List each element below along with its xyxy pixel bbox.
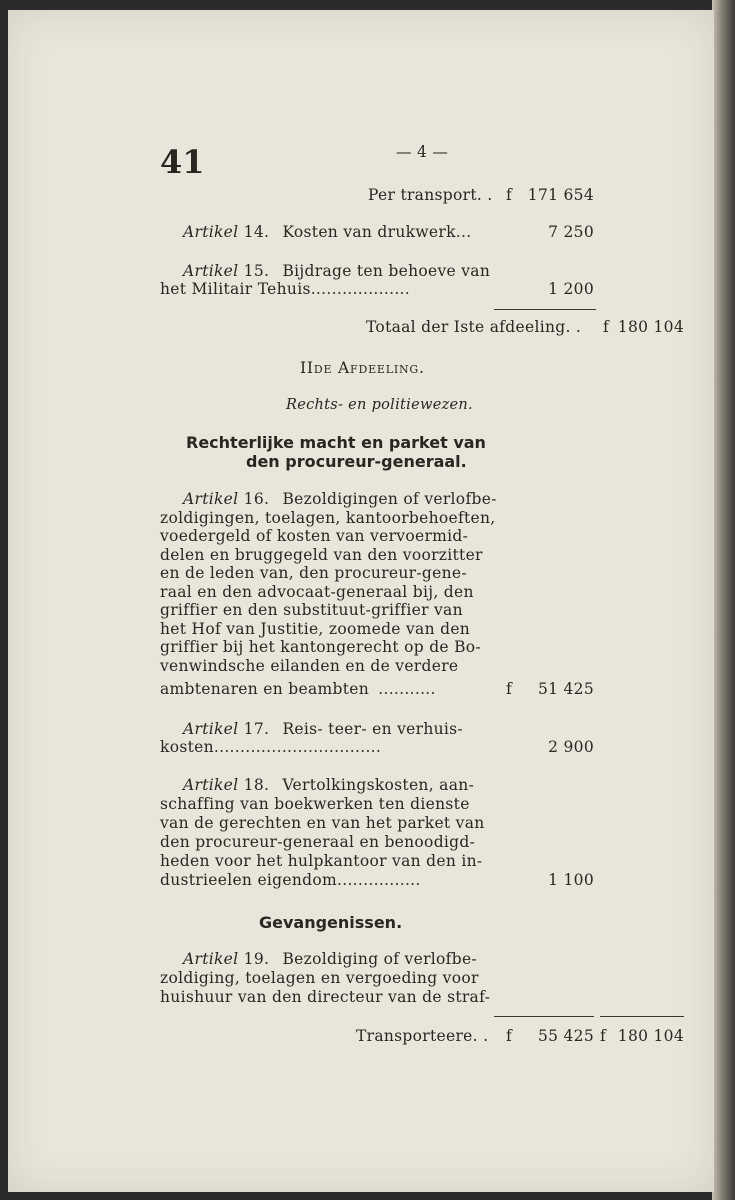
transport-f2: f — [600, 1027, 607, 1045]
art19-num: 19. — [243, 950, 270, 968]
art17-label: Artikel — [183, 720, 239, 738]
art17-text2: kosten — [160, 738, 214, 756]
page-edge — [712, 0, 735, 1200]
art16-dots: ........... — [378, 680, 436, 698]
art18-text-0: Vertolkingskosten, aan- — [282, 776, 475, 794]
art16-text-7: het Hof van Justitie, zoomede van den — [160, 619, 471, 638]
art18-label: Artikel — [183, 776, 239, 794]
art19-text-1: zoldiging, toelagen en vergoeding voor — [160, 969, 479, 987]
art19-text-0: Bezoldiging of verlofbe- — [282, 950, 477, 968]
art17-dots: ................................ — [213, 738, 382, 756]
art19-label: Artikel — [183, 950, 239, 968]
art14-label: Artikel — [183, 223, 239, 241]
heading-rechterlijke-macht: Rechterlijke macht en parket van — [186, 433, 486, 452]
subtotal-rule — [494, 309, 596, 310]
art18-value: 1 100 — [548, 871, 594, 889]
art19-first-line — [183, 950, 477, 968]
art18-text-4: heden voor het hulpkantoor van den in- — [160, 852, 483, 870]
transport-label: Transporteere. . — [356, 1027, 489, 1045]
per-transport-value: 171 654 — [527, 186, 594, 204]
transport-rule-1 — [494, 1016, 594, 1017]
heading-procureur: den procureur-generaal. — [246, 452, 467, 471]
art14-line — [183, 223, 471, 241]
page-number: 41 — [160, 143, 205, 181]
art16-text-4: en de leden van, den procureur-gene- — [160, 564, 467, 582]
art17-num: 17. — [243, 720, 270, 738]
art14-text: Kosten van drukwerk — [282, 223, 456, 241]
art16-text-9: venwindsche eilanden en de verdere — [160, 656, 459, 675]
art16-first-line — [183, 490, 497, 508]
art16-text-3: delen en bruggegeld van den voorzitter — [160, 545, 483, 564]
art15-num: 15. — [243, 262, 270, 280]
afdeeling-title: IIde Afdeeling. — [300, 359, 425, 377]
art16-text-6: griffier en den substituut-griffier van — [160, 601, 463, 619]
page-marker: — 4 — — [396, 143, 449, 161]
art15-label: Artikel — [183, 262, 239, 280]
art16-text-5: raal en den advocaat-generaal bij, den — [160, 582, 474, 601]
art16-f: f — [506, 680, 513, 698]
art16-label: Artikel — [183, 490, 239, 508]
art17-line1 — [183, 720, 463, 738]
art14-num: 14. — [243, 223, 270, 241]
art16-text-0: Bezoldigingen of verlofbe- — [282, 490, 497, 508]
art18-first-line — [183, 776, 474, 794]
art15-line1 — [183, 262, 490, 280]
art16-text-1: zoldigingen, toelagen, kantoorbehoeften, — [160, 508, 496, 527]
art16-value: 51 425 — [537, 680, 594, 698]
art19-text-2: huishuur van den directeur van de straf- — [160, 988, 491, 1006]
per-transport-f: f — [506, 186, 513, 204]
art18-text-2: van de gerechten en van het parket van — [160, 814, 485, 832]
transport-f1: f — [506, 1027, 513, 1045]
transport-value2: 180 104 — [617, 1027, 684, 1045]
art14-value: 7 250 — [548, 223, 594, 241]
art16-text-8: griffier bij het kantongerecht op de Bo- — [160, 638, 481, 656]
transport-value1: 55 425 — [537, 1027, 594, 1045]
afdeeling-subtitle: Rechts- en politiewezen. — [286, 397, 473, 413]
art18-text-3: den procureur-generaal en benoodigd- — [160, 833, 476, 851]
art18-last-line — [160, 871, 421, 889]
art16-num: 16. — [243, 490, 270, 508]
art18-num: 18. — [243, 776, 270, 794]
art15-text: Bijdrage ten behoeve van — [282, 262, 491, 280]
art15-value: 1 200 — [548, 280, 594, 298]
art18-text-1: schaffing van boekwerken ten dienste — [160, 795, 470, 813]
art17-text: Reis- teer- en verhuis- — [282, 720, 463, 738]
art18-dots: ................ — [337, 871, 421, 889]
art17-line2 — [160, 738, 381, 756]
totaal-f: f — [603, 318, 610, 336]
art17-value: 2 900 — [548, 738, 594, 756]
art14-dots: ... — [455, 223, 472, 241]
art15-text2: het Militair Tehuis — [160, 280, 311, 298]
totaal-label: Totaal der Iste afdeeling. . — [366, 318, 582, 336]
art16-last-line — [160, 680, 436, 698]
art15-dots: ................... — [310, 280, 411, 298]
heading-gevangenissen: Gevangenissen. — [259, 913, 403, 932]
transport-rule-2 — [600, 1016, 684, 1017]
art15-line2 — [160, 280, 410, 298]
art18-last: dustrieelen eigendom — [160, 871, 337, 889]
art16-last: ambtenaren en beambten — [160, 680, 370, 698]
totaal-value: 180 104 — [617, 318, 684, 336]
art16-text-2: voedergeld of kosten van vervoermid- — [160, 527, 469, 545]
per-transport-label: Per transport. . — [368, 186, 493, 204]
